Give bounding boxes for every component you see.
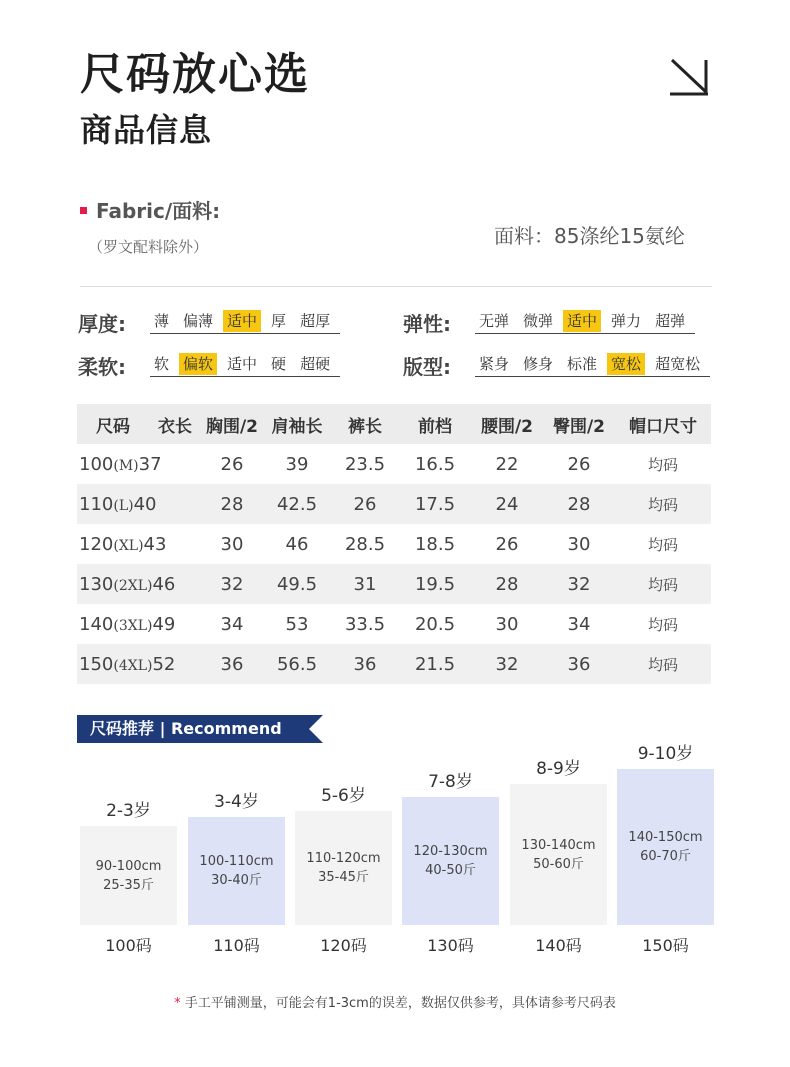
table-cell: 23.5 — [344, 453, 386, 475]
recommend-box — [295, 811, 392, 925]
recommend-banner-text: 尺码推荐 | Recommend — [90, 719, 282, 738]
size-label: 100码 — [105, 936, 152, 955]
attr-option: 硬 — [271, 355, 287, 373]
table-cell: 均码 — [615, 484, 711, 524]
size-table-header — [77, 404, 711, 444]
table-cell: 30 — [567, 533, 591, 555]
table-cell: 32 — [201, 564, 263, 604]
table-cell: 26 — [567, 453, 591, 475]
footnote — [0, 992, 790, 1011]
table-cell: 20.5 — [414, 613, 456, 635]
footnote-star: * — [174, 996, 181, 1011]
table-cell: 34 — [567, 613, 591, 635]
fabric-composition: 面料：85涤纶15氨纶 — [494, 224, 685, 248]
table-cell: 34 — [220, 613, 244, 635]
table-cell: 26 — [331, 484, 399, 524]
table-cell: 26 — [495, 533, 519, 555]
table-cell: 22 — [495, 453, 519, 475]
attr-label: 柔软: — [78, 354, 126, 379]
length-value: 46 — [152, 573, 176, 595]
table-cell: 28 — [471, 564, 543, 604]
size-alpha: (4XL) — [113, 657, 153, 674]
size-alpha: (M) — [113, 457, 139, 474]
table-header-cell: 腰围/2 — [471, 404, 543, 444]
weight-range: 60-70斤 — [640, 849, 691, 864]
table-cell: 均码 — [647, 615, 678, 634]
table-cell: 30 — [495, 613, 519, 635]
weight-range: 25-35斤 — [103, 877, 154, 893]
table-row — [77, 564, 711, 604]
size-cell — [77, 524, 201, 564]
attr-label: 弹性: — [403, 311, 451, 336]
attr-option: 偏薄 — [183, 312, 214, 330]
length-value: 40 — [133, 493, 157, 515]
size-cell — [77, 444, 201, 484]
table-header-cell: 胸围/2 — [201, 404, 263, 444]
fabric-note: （罗文配料除外） — [88, 238, 209, 256]
age-label: 5-6岁 — [321, 786, 366, 806]
length-value: 37 — [138, 453, 162, 475]
age-label: 3-4岁 — [214, 792, 259, 812]
attr-option: 超厚 — [300, 312, 331, 330]
attr-option: 适中 — [563, 310, 601, 332]
attr-options — [150, 353, 340, 377]
size-cell — [77, 644, 201, 684]
table-cell: 56.5 — [263, 644, 331, 684]
table-row — [77, 524, 711, 564]
table-cell: 39 — [285, 453, 309, 475]
size-alpha: (L) — [113, 497, 134, 514]
attr-elasticity — [403, 307, 695, 337]
length-value: 49 — [152, 613, 176, 635]
recommend-box — [510, 784, 607, 925]
table-cell: 28 — [543, 484, 615, 524]
recommend-box — [188, 817, 285, 925]
weight-range: 30-40斤 — [211, 873, 262, 888]
table-row — [77, 644, 711, 684]
weight-range: 40-50斤 — [425, 863, 476, 878]
table-cell: 28 — [201, 484, 263, 524]
table-cell: 32 — [543, 564, 615, 604]
attr-options — [475, 310, 695, 334]
attr-option: 弹力 — [611, 312, 642, 330]
size-cell — [77, 604, 201, 644]
attr-option: 无弹 — [479, 312, 510, 330]
height-range: 120-130cm — [413, 844, 488, 859]
table-cell: 42.5 — [263, 484, 331, 524]
size-cell — [77, 564, 201, 604]
size-label: 140码 — [535, 936, 582, 955]
table-cell: 36 — [331, 644, 399, 684]
size-alpha: (3XL) — [113, 617, 153, 634]
attr-option: 标准 — [567, 355, 598, 373]
recommend-box — [80, 826, 177, 925]
table-cell: 46 — [285, 533, 309, 555]
attr-option: 薄 — [154, 312, 170, 330]
arrow-down-right-icon — [668, 56, 712, 100]
table-cell: 26 — [220, 453, 244, 475]
height-range: 90-100cm — [95, 858, 162, 874]
table-cell: 30 — [220, 533, 244, 555]
attr-option: 软 — [154, 355, 170, 373]
size-table — [77, 404, 711, 684]
attr-option: 厚 — [271, 312, 287, 330]
attr-option: 超硬 — [300, 355, 331, 373]
table-cell: 24 — [471, 484, 543, 524]
size-number: 110 — [79, 493, 114, 515]
height-range: 130-140cm — [521, 837, 596, 853]
table-cell: 31 — [331, 564, 399, 604]
table-cell: 18.5 — [414, 533, 456, 555]
table-cell: 36 — [201, 644, 263, 684]
attr-option: 偏软 — [179, 353, 217, 375]
age-label: 2-3岁 — [106, 801, 151, 821]
size-cell — [77, 484, 201, 524]
attr-option: 适中 — [227, 355, 258, 373]
table-cell: 53 — [285, 613, 309, 635]
table-header-cell: 臀围/2 — [543, 404, 615, 444]
table-header-cell: 衣长 — [149, 404, 201, 444]
size-label: 120码 — [320, 936, 367, 955]
age-label: 9-10岁 — [637, 744, 694, 764]
attr-option: 紧身 — [479, 355, 510, 373]
weight-range: 35-45斤 — [318, 870, 369, 885]
table-row — [77, 604, 711, 644]
fabric-label: Fabric/面料: — [96, 199, 221, 223]
size-alpha: (2XL) — [113, 577, 153, 594]
size-alpha: (XL) — [113, 537, 144, 554]
size-number: 150 — [79, 653, 114, 675]
table-cell: 33.5 — [344, 613, 386, 635]
table-cell: 17.5 — [399, 484, 471, 524]
table-header-cell: 肩袖长 — [263, 404, 331, 444]
table-cell: 32 — [471, 644, 543, 684]
recommend-box — [617, 769, 714, 925]
attr-option: 超弹 — [655, 312, 686, 330]
table-header-cell: 帽口尺寸 — [615, 404, 711, 444]
table-cell: 均码 — [647, 455, 678, 474]
attr-option: 宽松 — [607, 353, 645, 375]
table-cell: 16.5 — [414, 453, 456, 475]
attr-option: 修身 — [523, 355, 554, 373]
size-label: 130码 — [427, 936, 474, 955]
footnote-text: 手工平铺测量，可能会有1-3cm的误差，数据仅供参考，具体请参考尺码表 — [184, 996, 616, 1011]
age-label: 8-9岁 — [536, 759, 581, 779]
attr-thickness — [78, 307, 340, 337]
attr-softness — [78, 350, 340, 380]
size-number: 130 — [79, 573, 114, 595]
table-cell: 均码 — [647, 535, 678, 554]
size-number: 140 — [79, 613, 114, 635]
height-range: 110-120cm — [306, 851, 381, 866]
page-subtitle: 商品信息 — [80, 111, 213, 149]
table-cell: 36 — [543, 644, 615, 684]
table-cell: 19.5 — [399, 564, 471, 604]
fabric-bullet — [80, 207, 87, 214]
attr-label: 厚度: — [78, 311, 126, 336]
attr-option: 微弹 — [523, 312, 554, 330]
weight-range: 50-60斤 — [533, 856, 584, 872]
size-number: 120 — [79, 533, 114, 555]
attr-options — [150, 310, 340, 334]
recommend-box — [402, 797, 499, 925]
table-header-cell: 裤长 — [331, 404, 399, 444]
table-row — [77, 444, 711, 484]
table-cell: 均码 — [615, 644, 711, 684]
size-number: 100 — [79, 453, 114, 475]
attr-fit — [403, 350, 710, 380]
size-label: 150码 — [642, 936, 689, 955]
table-row — [77, 484, 711, 524]
attr-option: 超宽松 — [655, 355, 701, 373]
length-value: 52 — [152, 653, 176, 675]
page-title: 尺码放心选 — [80, 49, 310, 100]
table-header-cell: 前档 — [399, 404, 471, 444]
table-cell: 均码 — [615, 564, 711, 604]
height-range: 100-110cm — [199, 854, 274, 869]
table-cell: 28.5 — [344, 533, 386, 555]
attr-options — [475, 353, 710, 377]
table-cell: 49.5 — [263, 564, 331, 604]
table-header-cell: 尺码 — [77, 404, 149, 444]
table-cell: 21.5 — [399, 644, 471, 684]
age-label: 7-8岁 — [428, 772, 473, 792]
size-label: 110码 — [213, 936, 260, 955]
length-value: 43 — [143, 533, 167, 555]
height-range: 140-150cm — [628, 830, 703, 845]
attr-label: 版型: — [403, 354, 451, 379]
section-divider — [80, 286, 712, 287]
attr-option: 适中 — [223, 310, 261, 332]
